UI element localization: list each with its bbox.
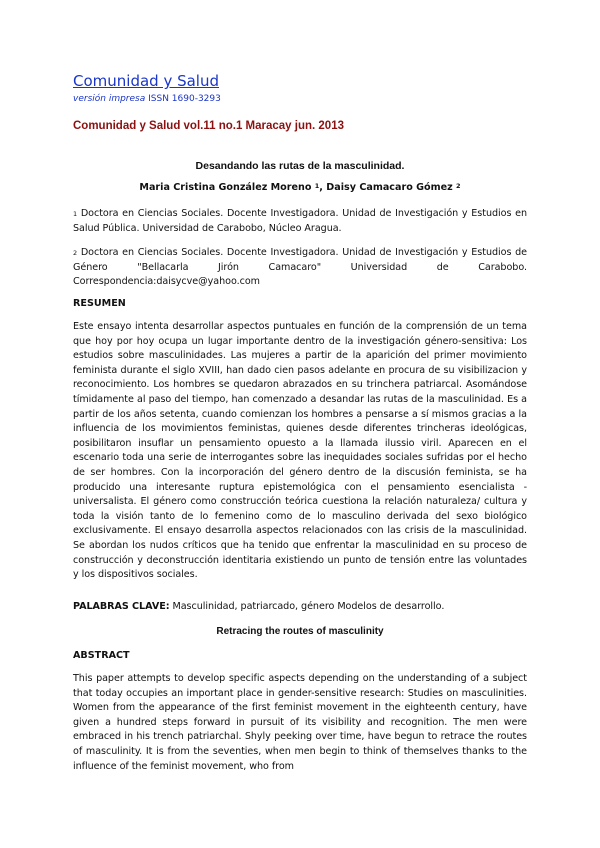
english-title: Retracing the routes of masculinity (216, 626, 384, 637)
resumen-text: Este ensayo intenta desarrollar aspectos puntuales en función de la comprensión de un tema que hoy por hoy ocupa un lugar importante dentro de la investigación género-sensitiva: Los estudios sobre masculinidades. Las mujeres a partir de la aparición del primer movimiento feminista durante el siglo XVIII, han dado cien pasos adelante en procura de su visibilizacion y reconocimiento. Los hombres se quedaron abrazados en su trinchera patriarcal. Asomándose tímidamente al paso del tiempo, han comenzado a desandar las rutas de la masculinidad. Es a partir de los años setenta, cuando comienzan los hombres a pensarse a sí mismos gracias a la influencia de los movimientos feministas, quienes desde diferentes trincheras ideológicas, posibilitaron insuflar un pensamiento opuesto a la llamada ilussio viril. Aparecen en el escenario toda una serie de interrogantes sobre las inequidades sociales sufridas por el hecho de ser hombres. Con la incorporación del género dentro de la discusión feminista, se ha producido una interesante ruptura epistemológica con el pensamiento esencialista - universalista. El género como construcción teórica cuestiona la relación naturaleza/ cultura y toda la visión tanto de lo femenino como de lo masculino derivada del sexo biológico exclusivamente. El ensayo desarrolla aspectos relacionados con las crisis de la masculinidad. Se abordan los nudos críticos que ha tenido que enfrentar la masculinidad en su proceso de construcción y deconstrucción identitaria existiendo un punto de tensión entre las voluntades y los dispositivos sociales. (73, 321, 527, 581)
resumen-heading: RESUMEN (73, 298, 126, 309)
journal-title-link[interactable]: Comunidad y Salud (73, 72, 220, 90)
authors-line (73, 182, 527, 193)
article-title: Desandando las rutas de la masculinidad. (195, 160, 405, 172)
affiliation-1-sup: 1 (73, 210, 78, 218)
keywords-text: Masculinidad, patriarcado, género Modelos de desarrollo. (169, 601, 445, 612)
affiliation-1 (73, 207, 527, 236)
keywords-line (73, 600, 527, 615)
author-2: Daisy Camacaro Gómez (326, 182, 453, 193)
abstract-text: This paper attempts to develop specific aspects depending on the understanding of a subject that today occupies an important place in gender-sensitive research: Studies on masculinities. Women from the appearance of the first feminist movement in the eighteenth century, have given a hundred steps forward in pursuit of its visibility and recognition. The men were embraced in his trench patriarchal. Shyly peeking over time, have begun to retrace the routes of masculinity. It is from the seventies, when men begin to think of themselves thanks to the influence of the feminist movement, who from (73, 673, 527, 772)
affiliation-2-text: Doctora en Ciencias Sociales. Docente Investigadora. Unidad de Investigación y Estudios de Género "Bellacarla Jirón Camacaro" Universidad de Carabobo. Correspondencia:daisycve@yahoo.com (73, 247, 528, 288)
issn-prefix: versión impresa (73, 94, 146, 104)
author-1: Maria Cristina González Moreno (139, 182, 312, 193)
keywords-label: PALABRAS CLAVE: (73, 601, 170, 612)
author-1-sup: 1 (314, 182, 320, 190)
author-2-sup: 2 (456, 182, 461, 190)
issn-number: ISSN 1690-3293 (148, 94, 221, 104)
affiliation-2 (73, 246, 527, 290)
issn-line (73, 94, 221, 104)
affiliation-2-sup: 2 (73, 249, 78, 257)
author-separator: , (319, 182, 327, 193)
affiliation-1-text: Doctora en Ciencias Sociales. Docente Investigadora. Unidad de Investigación y Estudios en Salud Pública. Universidad de Carabobo, Núcleo Aragua. (73, 208, 528, 234)
abstract-heading: ABSTRACT (73, 650, 130, 661)
issue-line: Comunidad y Salud vol.11 no.1 Maracay jun. 2013 (73, 120, 344, 132)
